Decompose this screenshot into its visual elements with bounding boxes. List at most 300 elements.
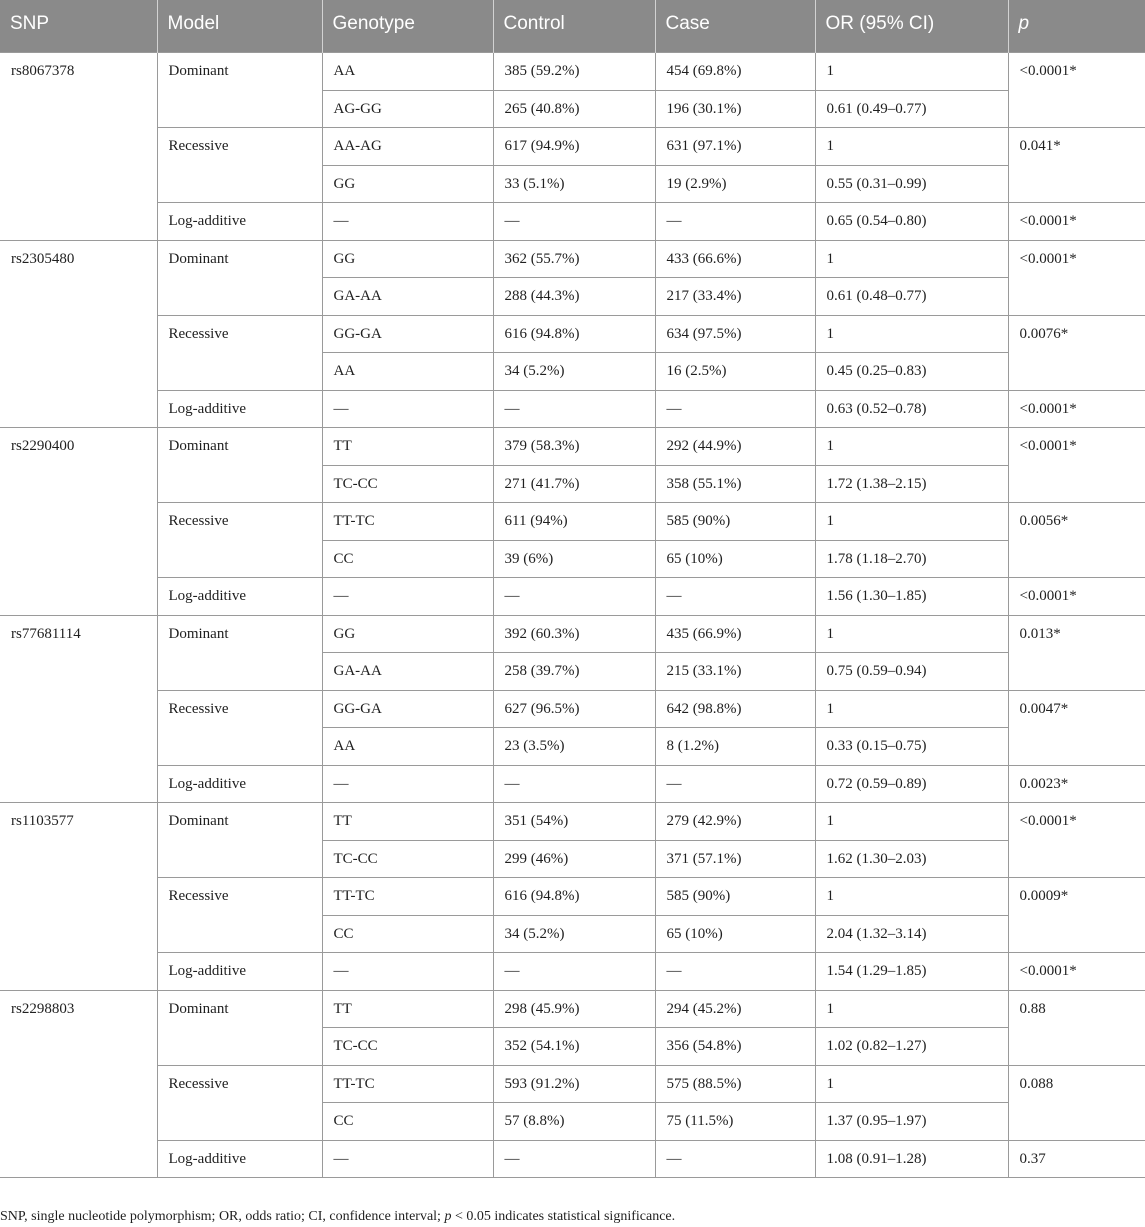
or-cell-text: 1.56 (1.30–1.85) (826, 588, 927, 604)
control-cell-text: 39 (6%) (504, 550, 554, 567)
table-row (0, 690, 1145, 728)
case-cell (655, 690, 815, 728)
control-cell (493, 915, 655, 953)
model-cell (157, 390, 322, 428)
or-cell-text: 1 (826, 63, 834, 79)
model-cell-text: Log-additive (168, 213, 246, 229)
or-cell-text: 1.37 (0.95–1.97) (826, 1113, 927, 1129)
model-cell (157, 1065, 322, 1140)
or-cell (815, 690, 1008, 728)
or-cell (815, 953, 1008, 991)
case-cell-text: — (666, 775, 682, 792)
genotype-cell-text: — (333, 213, 349, 229)
control-cell-text: — (504, 588, 520, 604)
control-cell (493, 278, 655, 316)
control-cell (493, 165, 655, 203)
model-cell (157, 1140, 322, 1178)
case-cell (655, 953, 815, 991)
control-cell (493, 765, 655, 803)
genotype-cell (322, 353, 493, 391)
or-cell-text: 1 (826, 138, 834, 154)
table-row (0, 428, 1145, 466)
genotype-cell-text: GA-AA (333, 288, 382, 304)
or-cell (815, 765, 1008, 803)
model-cell-text: Log-additive (168, 775, 246, 792)
control-cell (493, 840, 655, 878)
or-cell (815, 1103, 1008, 1141)
p-value-cell (1008, 1140, 1145, 1178)
genotype-cell-text: TC-CC (333, 475, 378, 492)
or-cell-text: 1.54 (1.29–1.85) (826, 963, 927, 979)
p-value-cell-text: <0.0001* (1019, 438, 1077, 454)
case-cell-text: 631 (97.1%) (666, 138, 742, 154)
case-cell-text: 642 (98.8%) (666, 700, 742, 717)
header-or: OR (95% CI) (815, 0, 1008, 53)
table-row (0, 315, 1145, 353)
control-cell (493, 503, 655, 541)
snp-cell (0, 53, 157, 241)
p-value-cell (1008, 803, 1145, 878)
or-cell-text: 0.61 (0.48–0.77) (826, 288, 927, 304)
or-cell-text: 0.75 (0.59–0.94) (826, 663, 927, 679)
or-cell (815, 728, 1008, 766)
or-cell (815, 90, 1008, 128)
genotype-cell (322, 728, 493, 766)
table-footnote (0, 1209, 675, 1225)
p-value-cell-text: 0.0047* (1019, 700, 1069, 717)
control-cell (493, 615, 655, 653)
or-cell (815, 353, 1008, 391)
table-row (0, 390, 1145, 428)
case-cell (655, 1065, 815, 1103)
or-cell (815, 615, 1008, 653)
control-cell (493, 203, 655, 241)
genotype-cell (322, 90, 493, 128)
genotype-cell (322, 653, 493, 691)
model-cell (157, 503, 322, 578)
snp-cell (0, 615, 157, 803)
control-cell-text: 34 (5.2%) (504, 363, 565, 379)
case-cell-text: — (666, 588, 682, 604)
case-cell-text: 16 (2.5%) (666, 363, 727, 379)
case-cell-text: 215 (33.1%) (666, 663, 742, 679)
genotype-cell-text: AA-AG (333, 138, 382, 154)
control-cell (493, 990, 655, 1028)
table-row (0, 503, 1145, 541)
header-genotype: Genotype (322, 0, 493, 53)
or-cell-text: 1 (826, 813, 834, 829)
case-cell (655, 128, 815, 166)
genotype-cell-text: GG-GA (333, 700, 382, 717)
p-value-cell-text: <0.0001* (1019, 63, 1077, 79)
table-row (0, 53, 1145, 91)
case-cell (655, 840, 815, 878)
case-cell (655, 465, 815, 503)
or-cell (815, 915, 1008, 953)
or-cell-text: 0.72 (0.59–0.89) (826, 775, 927, 792)
p-value-cell-text: 0.0009* (1019, 888, 1069, 904)
p-value-cell-text: <0.0001* (1019, 213, 1077, 229)
case-cell-text: 435 (66.9%) (666, 625, 742, 642)
genotype-cell (322, 1140, 493, 1178)
snp-cell (0, 990, 157, 1178)
p-value-cell (1008, 53, 1145, 128)
case-cell-text: 585 (90%) (666, 888, 731, 904)
genotype-cell (322, 1065, 493, 1103)
p-value-cell-text: <0.0001* (1019, 963, 1077, 979)
or-cell-text: 1.78 (1.18–2.70) (826, 550, 927, 567)
control-cell-text: 352 (54.1%) (504, 1038, 580, 1054)
genotype-cell (322, 315, 493, 353)
model-cell-text: Recessive (168, 513, 229, 529)
snp-cell-text: rs2298803 (11, 1000, 75, 1017)
model-cell-text: Dominant (168, 250, 229, 267)
control-cell-text: 265 (40.8%) (504, 100, 580, 117)
model-cell (157, 615, 322, 690)
genotype-cell-text: GG (333, 625, 356, 642)
model-cell (157, 578, 322, 616)
p-value-cell (1008, 315, 1145, 390)
or-cell (815, 315, 1008, 353)
p-value-cell (1008, 1065, 1145, 1140)
case-cell-text: 217 (33.4%) (666, 288, 742, 304)
case-cell (655, 53, 815, 91)
case-cell (655, 203, 815, 241)
control-cell (493, 428, 655, 466)
case-cell-text: — (666, 963, 682, 979)
case-cell-text: 433 (66.6%) (666, 250, 742, 267)
or-cell-text: 1.72 (1.38–2.15) (826, 475, 927, 492)
control-cell (493, 390, 655, 428)
or-cell (815, 465, 1008, 503)
control-cell (493, 315, 655, 353)
model-cell-text: Log-additive (168, 588, 246, 604)
case-cell (655, 765, 815, 803)
control-cell-text: 627 (96.5%) (504, 700, 580, 717)
footnote-p-symbol: p (444, 1209, 452, 1224)
or-cell (815, 840, 1008, 878)
genotype-cell (322, 690, 493, 728)
p-value-cell (1008, 990, 1145, 1065)
p-value-cell-text: <0.0001* (1019, 400, 1077, 417)
control-cell-text: 298 (45.9%) (504, 1000, 580, 1017)
control-cell (493, 653, 655, 691)
control-cell (493, 803, 655, 841)
control-cell (493, 728, 655, 766)
case-cell-text: 585 (90%) (666, 513, 731, 529)
model-cell-text: Log-additive (168, 963, 246, 979)
control-cell-text: 392 (60.3%) (504, 625, 580, 642)
model-cell-text: Dominant (168, 813, 229, 829)
case-cell-text: — (666, 400, 682, 417)
model-cell-text: Dominant (168, 438, 229, 454)
control-cell-text: 616 (94.8%) (504, 325, 580, 342)
table-row (0, 878, 1145, 916)
case-cell-text: 454 (69.8%) (666, 63, 742, 79)
or-cell-text: 1 (826, 250, 834, 267)
table-row (0, 1140, 1145, 1178)
p-value-cell-text: 0.0023* (1019, 775, 1069, 792)
or-cell-text: 1.62 (1.30–2.03) (826, 850, 927, 867)
genotype-cell (322, 278, 493, 316)
case-cell-text: 8 (1.2%) (666, 738, 719, 754)
p-value-cell (1008, 390, 1145, 428)
genotype-cell-text: — (333, 963, 349, 979)
model-cell (157, 878, 322, 953)
or-cell-text: 0.55 (0.31–0.99) (826, 175, 927, 192)
case-cell-text: 19 (2.9%) (666, 175, 727, 192)
p-value-cell-text: 0.0076* (1019, 325, 1069, 342)
case-cell (655, 315, 815, 353)
header-control: Control (493, 0, 655, 53)
genotype-cell (322, 803, 493, 841)
p-value-cell-text: <0.0001* (1019, 250, 1077, 267)
or-cell (815, 240, 1008, 278)
case-cell (655, 878, 815, 916)
or-cell-text: 1 (826, 325, 834, 342)
case-cell (655, 240, 815, 278)
genotype-cell-text: TT-TC (333, 513, 375, 529)
table-row (0, 953, 1145, 991)
case-cell-text: 634 (97.5%) (666, 325, 742, 342)
genotype-cell-text: AA (333, 63, 356, 79)
p-value-cell-text: 0.013* (1019, 625, 1061, 642)
genotype-cell-text: TT (333, 1000, 352, 1017)
table-row (0, 1065, 1145, 1103)
genotype-cell-text: TC-CC (333, 1038, 378, 1054)
header-model: Model (157, 0, 322, 53)
snp-cell-text: rs77681114 (11, 625, 81, 642)
control-cell-text: — (504, 1150, 520, 1167)
snp-cell-text: rs8067378 (11, 63, 75, 79)
or-cell-text: 0.63 (0.52–0.78) (826, 400, 927, 417)
case-cell (655, 165, 815, 203)
case-cell-text: 575 (88.5%) (666, 1075, 742, 1092)
genotype-cell (322, 615, 493, 653)
model-cell-text: Log-additive (168, 1150, 246, 1167)
header-snp: SNP (0, 0, 157, 53)
control-cell-text: 379 (58.3%) (504, 438, 580, 454)
table-row (0, 128, 1145, 166)
control-cell-text: — (504, 963, 520, 979)
model-cell (157, 690, 322, 765)
control-cell-text: — (504, 775, 520, 792)
control-cell-text: 351 (54%) (504, 813, 569, 829)
or-cell (815, 1028, 1008, 1066)
genotype-cell (322, 165, 493, 203)
case-cell (655, 503, 815, 541)
p-value-cell (1008, 503, 1145, 578)
control-cell-text: 299 (46%) (504, 850, 569, 867)
footnote-prefix: SNP, single nucleotide polymorphism; OR, odds ratio; CI, confidence interval; (0, 1209, 445, 1224)
or-cell-text: 0.45 (0.25–0.83) (826, 363, 927, 379)
control-cell-text: 57 (8.8%) (504, 1113, 565, 1129)
or-cell (815, 990, 1008, 1028)
or-cell-text: 0.33 (0.15–0.75) (826, 738, 927, 754)
control-cell-text: — (504, 213, 520, 229)
snp-cell-text: rs2290400 (11, 438, 75, 454)
case-cell-text: — (666, 213, 682, 229)
model-cell (157, 315, 322, 390)
model-cell (157, 203, 322, 241)
or-cell (815, 803, 1008, 841)
control-cell-text: 611 (94%) (504, 513, 568, 529)
control-cell-text: 34 (5.2%) (504, 925, 565, 942)
control-cell (493, 53, 655, 91)
control-cell-text: 593 (91.2%) (504, 1075, 580, 1092)
case-cell (655, 915, 815, 953)
genotype-cell-text: — (333, 400, 349, 417)
genotype-cell-text: GG (333, 175, 356, 192)
or-cell-text: 1 (826, 700, 834, 717)
case-cell (655, 90, 815, 128)
case-cell-text: — (666, 1150, 682, 1167)
table-body (0, 53, 1145, 1178)
p-value-cell-text: 0.041* (1019, 138, 1061, 154)
case-cell-text: 65 (10%) (666, 925, 723, 942)
genotype-cell-text: AA (333, 363, 356, 379)
case-cell (655, 578, 815, 616)
case-cell (655, 1028, 815, 1066)
snp-cell-text: rs1103577 (11, 813, 74, 829)
control-cell-text: 271 (41.7%) (504, 475, 580, 492)
or-cell-text: 1.02 (0.82–1.27) (826, 1038, 927, 1054)
genotype-cell (322, 915, 493, 953)
genotype-cell (322, 878, 493, 916)
case-cell-text: 292 (44.9%) (666, 438, 742, 454)
or-cell-text: 0.65 (0.54–0.80) (826, 213, 927, 229)
case-cell (655, 428, 815, 466)
model-cell (157, 240, 322, 315)
control-cell (493, 540, 655, 578)
or-cell (815, 203, 1008, 241)
table-row (0, 990, 1145, 1028)
or-cell (815, 428, 1008, 466)
or-cell-text: 1.08 (0.91–1.28) (826, 1150, 927, 1167)
or-cell-text: 2.04 (1.32–3.14) (826, 925, 927, 942)
case-cell (655, 353, 815, 391)
control-cell (493, 90, 655, 128)
or-cell (815, 878, 1008, 916)
or-cell-text: 1 (826, 625, 834, 642)
p-value-cell-text: 0.37 (1019, 1150, 1046, 1167)
genotype-cell (322, 465, 493, 503)
case-cell-text: 358 (55.1%) (666, 475, 742, 492)
genotype-cell-text: CC (333, 925, 354, 942)
or-cell (815, 653, 1008, 691)
or-cell-text: 1 (826, 1000, 834, 1017)
case-cell-text: 279 (42.9%) (666, 813, 742, 829)
table-row (0, 240, 1145, 278)
genotype-cell-text: CC (333, 550, 354, 567)
case-cell (655, 728, 815, 766)
control-cell-text: 23 (3.5%) (504, 738, 565, 754)
p-value-cell-text: 0.0056* (1019, 513, 1069, 529)
control-cell-text: 385 (59.2%) (504, 63, 580, 79)
or-cell (815, 1140, 1008, 1178)
genotype-cell (322, 503, 493, 541)
control-cell-text: 616 (94.8%) (504, 888, 580, 904)
control-cell (493, 1065, 655, 1103)
model-cell-text: Recessive (168, 888, 229, 904)
case-cell-text: 294 (45.2%) (666, 1000, 742, 1017)
model-cell (157, 990, 322, 1065)
model-cell-text: Dominant (168, 1000, 229, 1017)
genotype-cell (322, 240, 493, 278)
footnote-suffix: < 0.05 indicates statistical significance. (451, 1209, 676, 1224)
control-cell-text: 617 (94.9%) (504, 138, 580, 154)
model-cell (157, 428, 322, 503)
genotype-cell (322, 990, 493, 1028)
case-cell (655, 990, 815, 1028)
p-value-cell (1008, 953, 1145, 991)
p-value-cell-text: 0.88 (1019, 1000, 1046, 1017)
genotype-cell (322, 428, 493, 466)
snp-cell (0, 428, 157, 616)
or-cell (815, 540, 1008, 578)
or-cell-text: 1 (826, 1075, 834, 1092)
control-cell-text: 362 (55.7%) (504, 250, 580, 267)
genotype-cell (322, 53, 493, 91)
model-cell (157, 765, 322, 803)
genotype-cell-text: TT (333, 813, 352, 829)
or-cell (815, 503, 1008, 541)
control-cell (493, 240, 655, 278)
p-value-cell-text: <0.0001* (1019, 588, 1077, 604)
model-cell (157, 53, 322, 128)
control-cell (493, 578, 655, 616)
or-cell-text: 1 (826, 888, 834, 904)
model-cell-text: Recessive (168, 1075, 229, 1092)
genotype-cell-text: AA (333, 738, 356, 754)
snp-cell (0, 803, 157, 991)
case-cell (655, 390, 815, 428)
p-value-cell (1008, 578, 1145, 616)
model-cell (157, 128, 322, 203)
or-cell-text: 0.61 (0.49–0.77) (826, 100, 927, 117)
case-cell (655, 278, 815, 316)
or-cell-text: 1 (826, 438, 834, 454)
model-cell-text: Log-additive (168, 400, 246, 417)
control-cell (493, 1103, 655, 1141)
control-cell (493, 953, 655, 991)
genotype-cell (322, 203, 493, 241)
genotype-cell-text: TT (333, 438, 352, 454)
snp-cell (0, 240, 157, 428)
or-cell-text: 1 (826, 513, 834, 529)
model-cell-text: Recessive (168, 700, 229, 717)
genotype-cell (322, 540, 493, 578)
table-row (0, 615, 1145, 653)
p-value-cell (1008, 428, 1145, 503)
genotype-cell (322, 128, 493, 166)
p-value-cell (1008, 128, 1145, 203)
control-cell-text: 258 (39.7%) (504, 663, 580, 679)
genotype-cell-text: GG (333, 250, 356, 267)
case-cell (655, 540, 815, 578)
p-value-cell-text: 0.088 (1019, 1075, 1054, 1092)
p-value-cell (1008, 878, 1145, 953)
genotype-cell (322, 765, 493, 803)
snp-cell-text: rs2305480 (11, 250, 75, 267)
genotype-cell-text: TT-TC (333, 1075, 375, 1092)
or-cell (815, 578, 1008, 616)
p-value-cell-text: <0.0001* (1019, 813, 1077, 829)
or-cell (815, 128, 1008, 166)
genotype-cell-text: TT-TC (333, 888, 375, 904)
p-value-cell (1008, 203, 1145, 241)
control-cell-text: 288 (44.3%) (504, 288, 580, 304)
